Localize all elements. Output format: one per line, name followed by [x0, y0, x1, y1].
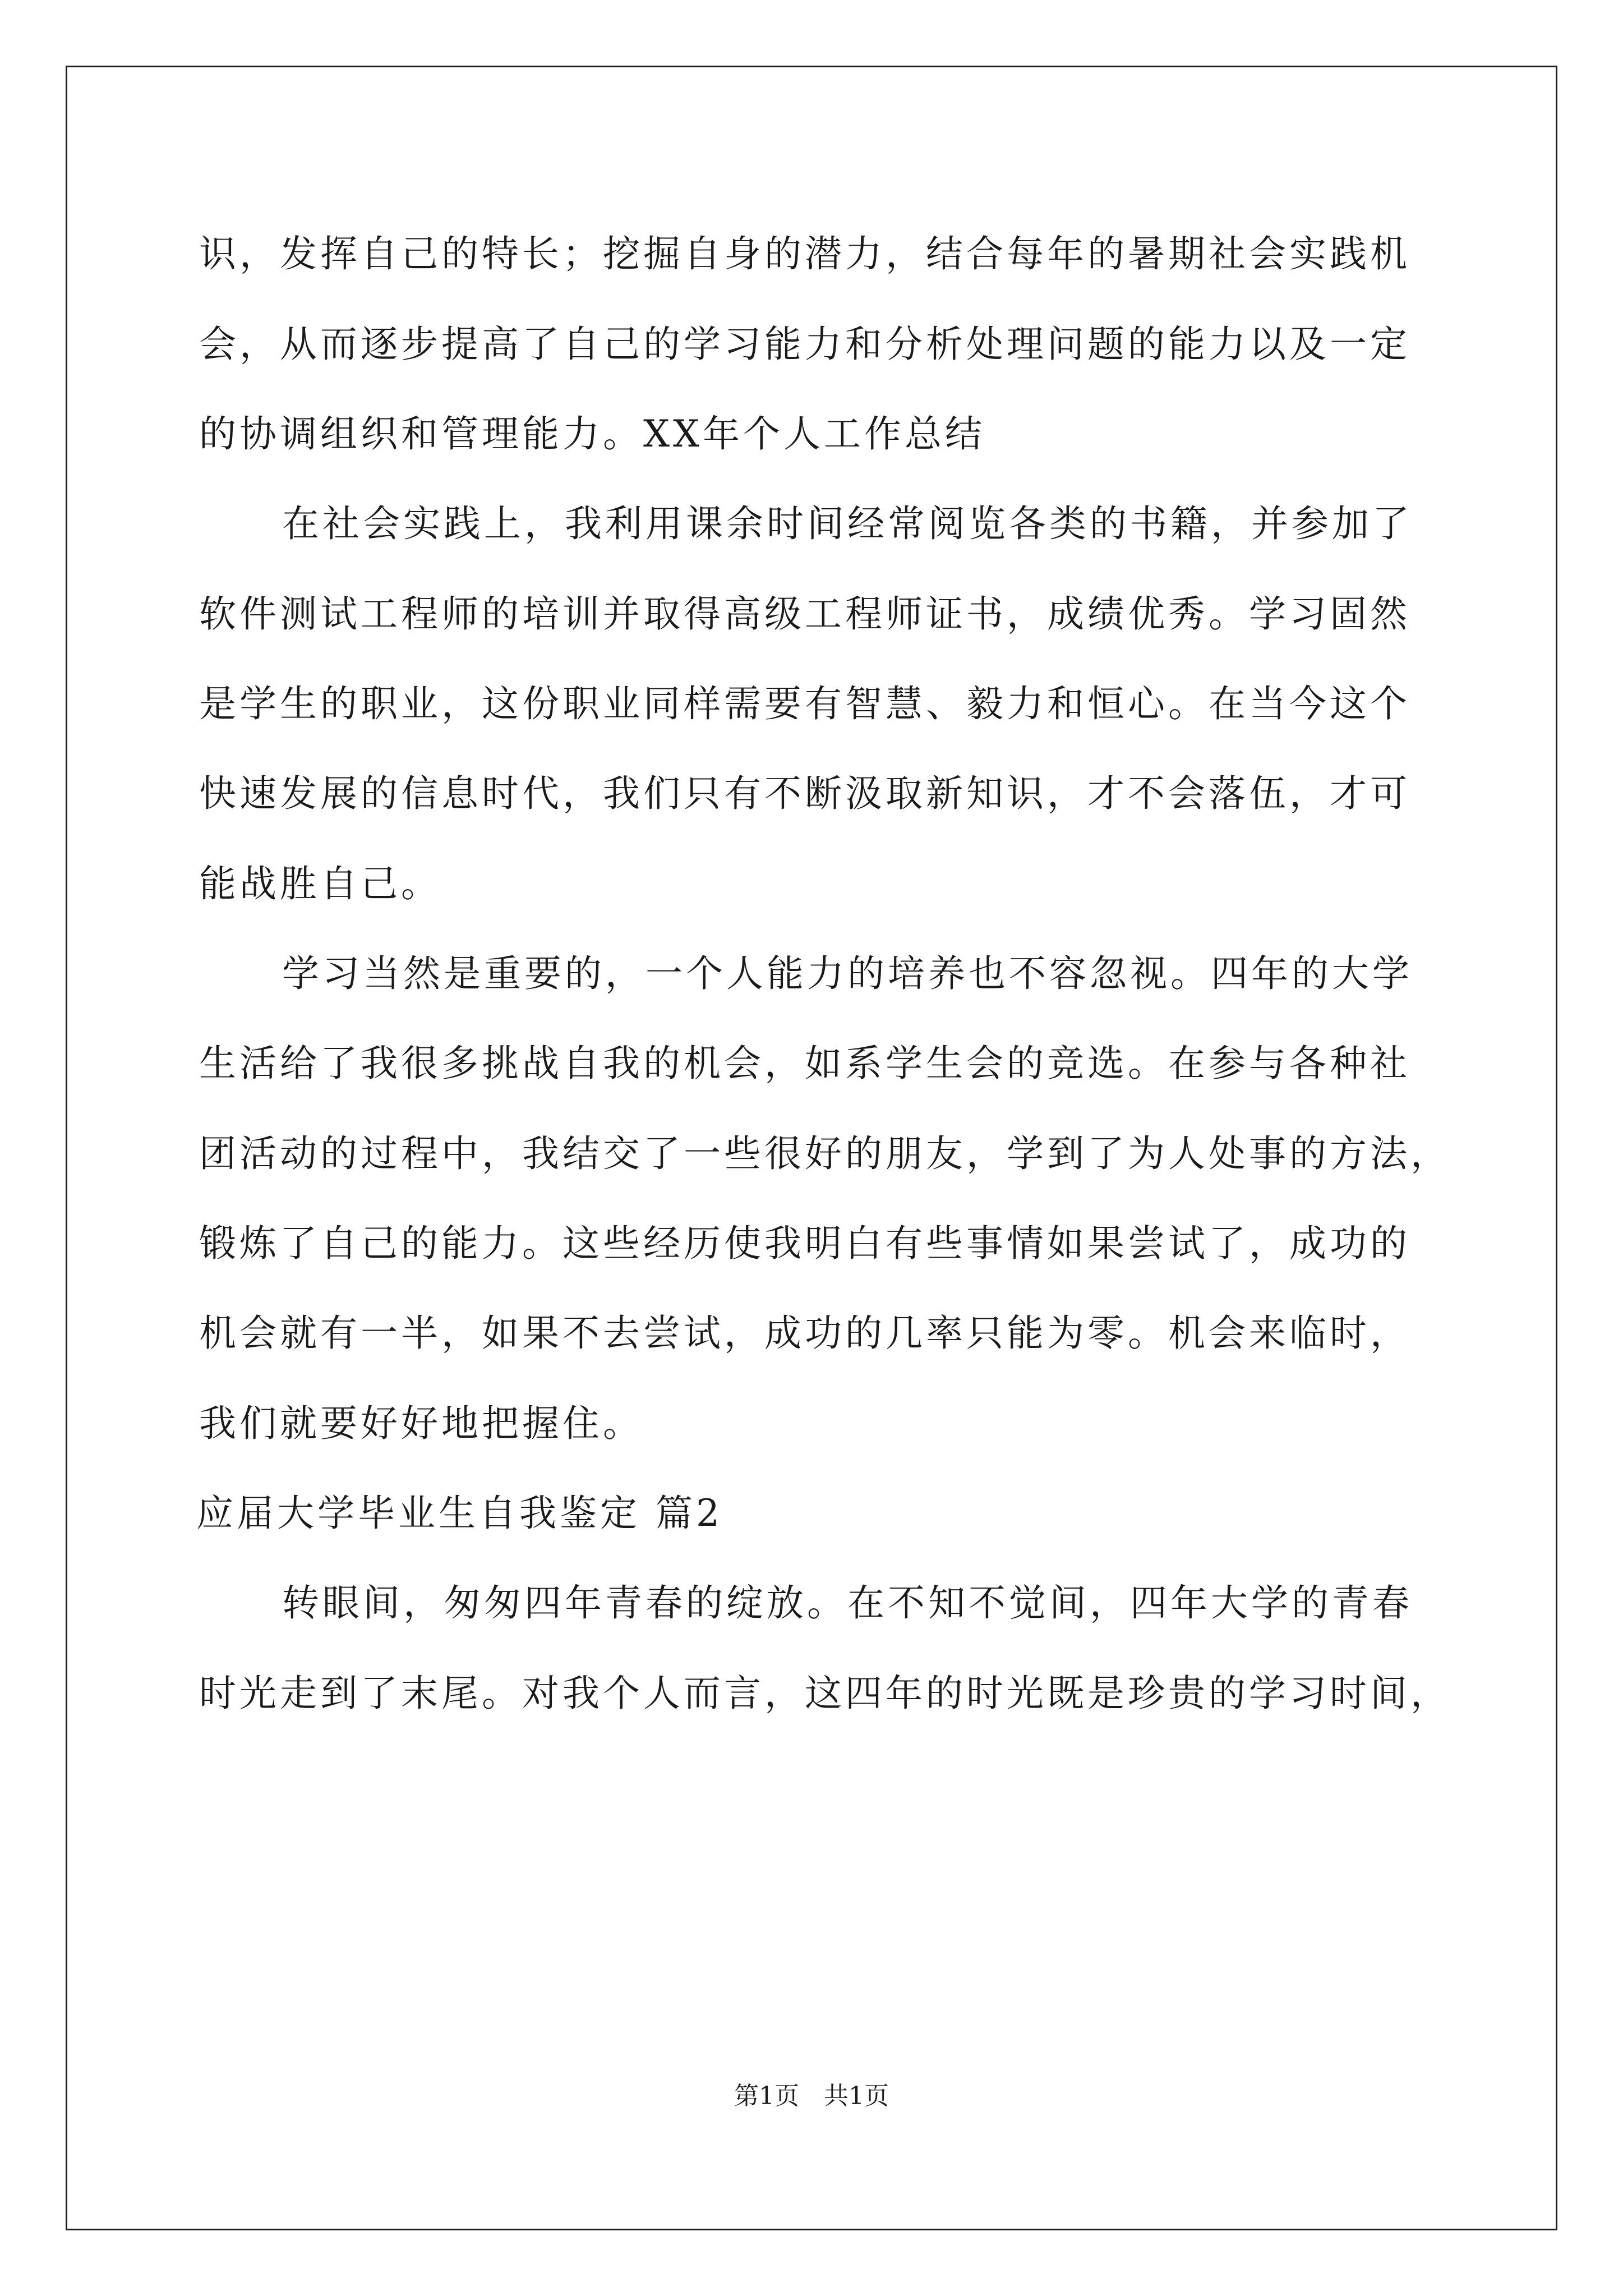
- page-footer: 第1页 共1页: [734, 2082, 889, 2110]
- text-line: 时光走到了末尾。对我个人而言，这四年的时光既是珍贵的学习时间，: [199, 1672, 1451, 1715]
- text-line: 能战胜自己。: [199, 862, 441, 905]
- text-line: 会，从而逐步提高了自己的学习能力和分析处理问题的能力以及一定: [199, 323, 1410, 366]
- text-line: 识，发挥自己的特长；挖掘自身的潜力，结合每年的暑期社会实践机: [199, 232, 1410, 275]
- text-line: 生活给了我很多挑战自我的机会，如系学生会的竞选。在参与各种社: [199, 1042, 1410, 1085]
- text-line: 是学生的职业，这份职业同样需要有智慧、毅力和恒心。在当今这个: [199, 682, 1410, 725]
- paragraph-start: 在社会实践上，我利用课余时间经常阅览各类的书籍，并参加了: [282, 502, 1413, 545]
- text-line: 团活动的过程中，我结交了一些很好的朋友，学到了为人处事的方法，: [199, 1132, 1451, 1175]
- section-heading: 应届大学毕业生自我鉴定 篇2: [196, 1492, 723, 1535]
- text-line: 软件测试工程师的培训并取得高级工程师证书，成绩优秀。学习固然: [199, 592, 1410, 636]
- paragraph-start: 转眼间，匆匆四年青春的绽放。在不知不觉间，四年大学的青春: [282, 1581, 1413, 1625]
- text-line: 的协调组织和管理能力。XX年个人工作总结: [199, 412, 985, 455]
- paragraph-start: 学习当然是重要的，一个人能力的培养也不容忽视。四年的大学: [282, 952, 1413, 995]
- text-line: 锻炼了自己的能力。这些经历使我明白有些事情如果尝试了，成功的: [199, 1222, 1410, 1265]
- text-line: 我们就要好好地把握住。: [199, 1402, 643, 1445]
- text-line: 快速发展的信息时代，我们只有不断汲取新知识，才不会落伍，才可: [199, 772, 1410, 815]
- text-line: 机会就有一半，如果不去尝试，成功的几率只能为零。机会来临时，: [199, 1312, 1410, 1355]
